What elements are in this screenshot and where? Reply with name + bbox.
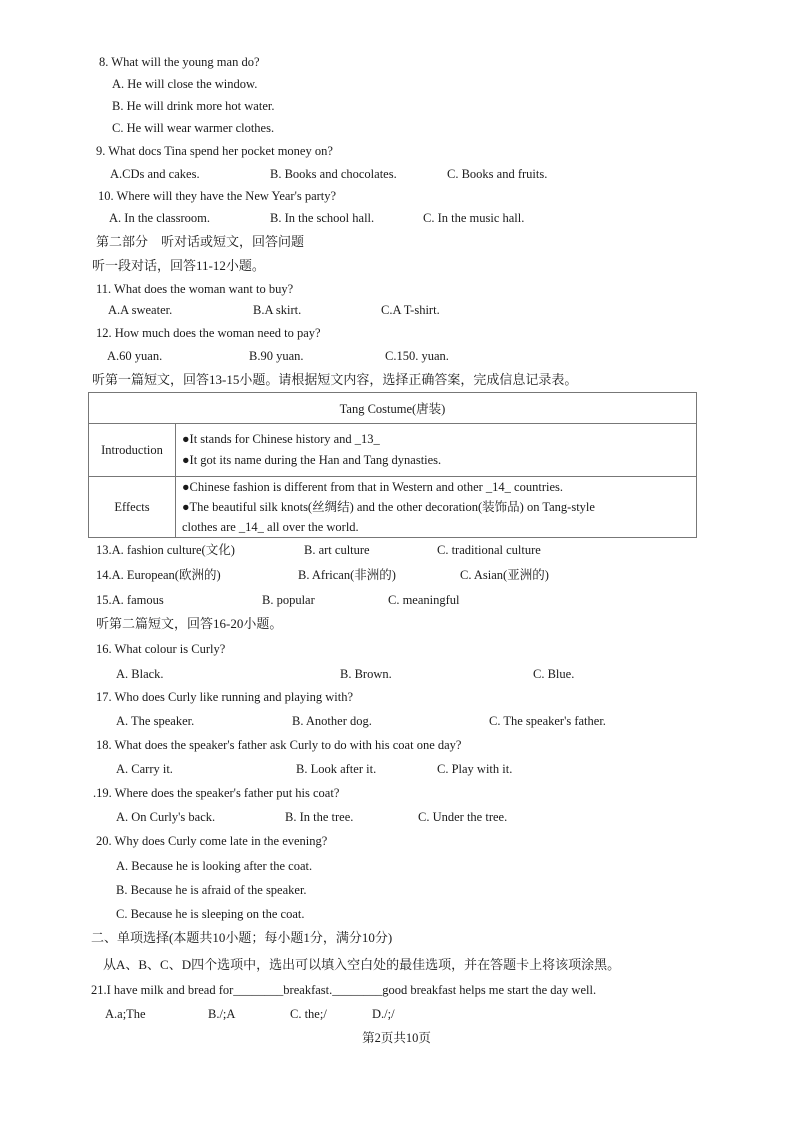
q14-option-b: B. African(非洲的) <box>298 568 396 582</box>
q9-option-b: B. Books and chocolates. <box>270 167 397 181</box>
q12-option-a: A.60 yuan. <box>107 349 163 363</box>
q20-option-a: A. Because he is looking after the coat. <box>116 859 313 873</box>
q17-stem: 17. Who does Curly like running and playing with? <box>96 690 354 704</box>
q8-option-b: B. He will drink more hot water. <box>112 99 275 113</box>
q11-stem: 11. What does the woman want to buy? <box>96 282 294 296</box>
q17-option-c: C. The speaker's father. <box>489 714 606 728</box>
q8-stem: 8. What will the young man do? <box>99 55 260 69</box>
q17-option-b: B. Another dog. <box>292 714 372 728</box>
effects-line-3: clothes are _14_ all over the world. <box>182 520 359 534</box>
q10-option-a: A. In the classroom. <box>109 211 211 225</box>
q15-option-a: 15.A. famous <box>96 593 164 607</box>
q12-option-b: B.90 yuan. <box>249 349 304 363</box>
q11-option-c: C.A T-shirt. <box>381 303 440 317</box>
q21-option-a: A.a;The <box>105 1007 146 1021</box>
q10-option-b: B. In the school hall. <box>270 211 375 225</box>
q12-option-c: C.150. yuan. <box>385 349 449 363</box>
intro-cell <box>176 424 697 477</box>
q20-option-c: C. Because he is sleeping on the coat. <box>116 907 305 921</box>
q16-stem: 16. What colour is Curly? <box>96 642 226 656</box>
q9-option-a: A.CDs and cakes. <box>110 167 200 181</box>
table-title: Tang Costume(唐装) <box>89 393 697 424</box>
q10-stem: 10. Where will they have the New Year's party? <box>98 189 337 203</box>
passage2-instruction: 听第二篇短文，回答16-20小题。 <box>96 616 283 631</box>
q20-stem: 20. Why does Curly come late in the evening? <box>96 834 328 848</box>
q21-option-d: D./;/ <box>372 1007 395 1021</box>
page-number-footer: 第2页共10页 <box>362 1031 431 1045</box>
intro-label: Introduction <box>89 424 176 477</box>
q13-option-a: 13.A. fashion culture(文化) <box>96 543 235 557</box>
info-record-table <box>88 392 697 538</box>
q19-stem: .19. Where does the speaker's father put his coat? <box>93 786 340 800</box>
intro-line-2: ●It got its name during the Han and Tang dynasties. <box>182 453 442 467</box>
q14-option-a: 14.A. European(欧洲的) <box>96 568 221 582</box>
q13-option-c: C. traditional culture <box>437 543 541 557</box>
q19-option-b: B. In the tree. <box>285 810 354 824</box>
q18-option-b: B. Look after it. <box>296 762 377 776</box>
q13-option-b: B. art culture <box>304 543 370 557</box>
intro-line-1: ●It stands for Chinese history and _13_ <box>182 432 380 446</box>
q18-stem: 18. What does the speaker's father ask Curly to do with his coat one day? <box>96 738 462 752</box>
q17-option-a: A. The speaker. <box>116 714 195 728</box>
effects-cell <box>176 477 697 538</box>
part2-heading: 第二部分 听对话或短文，回答问题 <box>96 234 305 249</box>
q16-option-c: C. Blue. <box>533 667 575 681</box>
effects-line-2: ●The beautiful silk knots(丝绸结) and the other decoration(装饰品) on Tang-style <box>182 500 595 514</box>
q12-stem: 12. How much does the woman need to pay? <box>96 326 321 340</box>
q16-option-b: B. Brown. <box>340 667 392 681</box>
q11-option-a: A.A sweater. <box>108 303 173 317</box>
q21-stem: 21.I have milk and bread for________breakfast.________good breakfast helps me start the day well. <box>91 983 597 997</box>
q15-option-b: B. popular <box>262 593 315 607</box>
section2-instruction: 从A、B、C、D四个选项中，选出可以填入空白处的最佳选项，并在答题卡上将该项涂黑。 <box>103 957 621 972</box>
q10-option-c: C. In the music hall. <box>423 211 525 225</box>
dialog-instruction: 听一段对话，回答11-12小题。 <box>92 258 265 273</box>
q14-option-c: C. Asian(亚洲的) <box>460 568 549 582</box>
q8-option-a: A. He will close the window. <box>112 77 258 91</box>
q9-stem: 9. What docs Tina spend her pocket money on? <box>96 144 333 158</box>
q11-option-b: B.A skirt. <box>253 303 302 317</box>
passage1-instruction: 听第一篇短文，回答13-15小题。请根据短文内容，选择正确答案，完成信息记录表。 <box>92 372 578 387</box>
q16-option-a: A. Black. <box>116 667 164 681</box>
q20-option-b: B. Because he is afraid of the speaker. <box>116 883 307 897</box>
q19-option-a: A. On Curly's back. <box>116 810 216 824</box>
q18-option-c: C. Play with it. <box>437 762 513 776</box>
effects-line-1: ●Chinese fashion is different from that in Western and other _14_ countries. <box>182 480 563 494</box>
q21-option-c: C. the;/ <box>290 1007 327 1021</box>
q18-option-a: A. Carry it. <box>116 762 173 776</box>
q19-option-c: C. Under the tree. <box>418 810 508 824</box>
q8-option-c: C. He will wear warmer clothes. <box>112 121 275 135</box>
effects-label: Effects <box>89 477 176 538</box>
q9-option-c: C. Books and fruits. <box>447 167 548 181</box>
section2-heading: 二、单项选择(本题共10小题；每小题1分，满分10分) <box>91 930 393 945</box>
q21-option-b: B./;A <box>208 1007 236 1021</box>
q15-option-c: C. meaningful <box>388 593 460 607</box>
